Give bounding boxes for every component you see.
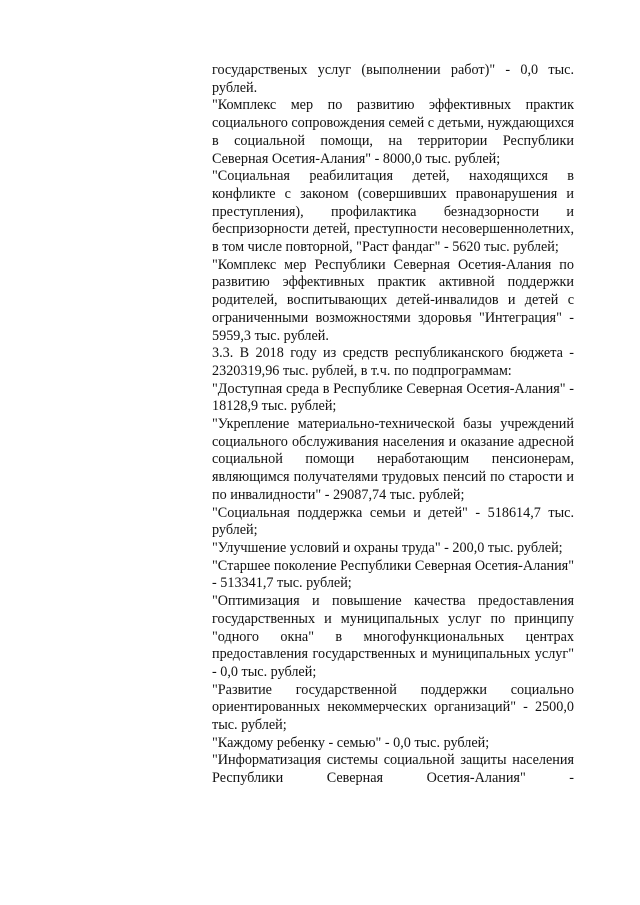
document-paragraph: "Развитие государственной поддержки социально ориентированных некоммерческих организаций" - 2500,0 тыс. рублей;: [212, 681, 574, 734]
document-paragraph: "Комплекс мер по развитию эффективных практик социального сопровождения семей с детьми, нуждающихся в социальной помощи, на территории Республики Северная Осетия-Алания" - 8000,0 тыс. рублей;: [212, 97, 574, 167]
document-paragraph: "Доступная среда в Республике Северная Осетия-Алания" - 18128,9 тыс. рублей;: [212, 380, 574, 415]
document-paragraph: "Социальная реабилитация детей, находящихся в конфликте с законом (совершивших правонарушения и преступления), профилактика безнадзорности и беспризорности детей, преступности несовершеннолетних, в том числе повторной, "Раст фандаг" - 5620 тыс. рублей;: [212, 168, 574, 256]
document-paragraph: "Укрепление материально-технической базы учреждений социального обслуживания населения и оказание адресной социальной помощи неработающим пенсионерам, являющимся получателями трудовых пенсий по старости и по инвалидности" - 29087,74 тыс. рублей;: [212, 416, 574, 503]
document-paragraph: "Старшее поколение Республики Северная Осетия-Алания" - 513341,7 тыс. рублей;: [212, 557, 574, 592]
document-paragraph: "Улучшение условий и охраны труда" - 200,0 тыс. рублей;: [212, 539, 563, 556]
document-paragraph: "Социальная поддержка семьи и детей" - 518614,7 тыс. рублей;: [212, 504, 574, 539]
document-paragraph: "Комплекс мер Республики Северная Осетия-Алания по развитию эффективных практик активной поддержки родителей, воспитывающих детей-инвалидов и детей с ограниченными возможностями здоровья "Интеграция" - 5959,3 тыс. рублей.: [212, 256, 574, 344]
document-page: [212, 62, 574, 788]
document-paragraph: "Информатизация системы социальной защиты населения Республики Северная Осетия-Алания" -: [212, 752, 574, 787]
document-paragraph: "Каждому ребенку - семью" - 0,0 тыс. рублей;: [212, 734, 490, 751]
document-paragraph: "Оптимизация и повышение качества предоставления государственных и муниципальных услуг по принципу "одного окна" в многофункциональных центрах предоставления государственных и муниципальных услуг" - 0,0 тыс. рублей;: [212, 593, 574, 680]
document-paragraph: государственых услуг (выполнении работ)" - 0,0 тыс. рублей.: [212, 62, 574, 96]
document-paragraph: 3.3. В 2018 году из средств республиканского бюджета - 2320319,96 тыс. рублей, в т.ч. по подпрограммам:: [212, 345, 574, 379]
